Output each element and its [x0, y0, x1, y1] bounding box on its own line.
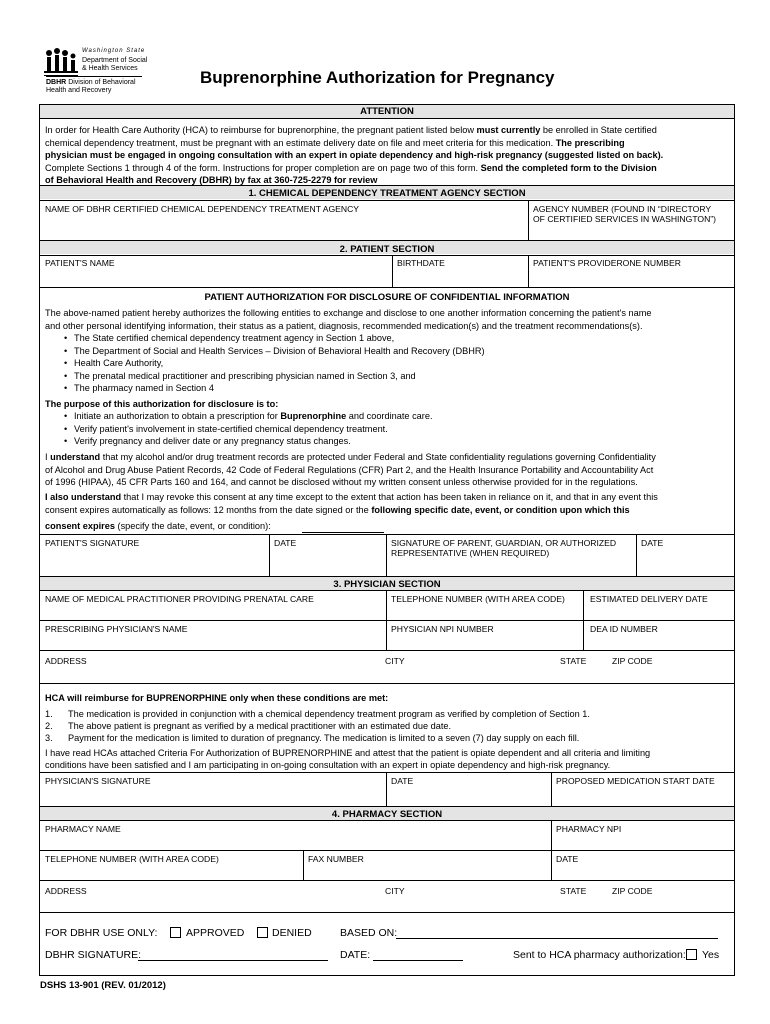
entity-item: • The pharmacy named in Section 4: [74, 382, 214, 395]
practitioner-label: NAME OF MEDICAL PRACTITIONER PROVIDING PRENATAL CARE: [45, 594, 314, 604]
purpose-item: • Verify patient's involvement in state-certified chemical dependency treatment.: [74, 423, 388, 436]
start-date-label: PROPOSED MEDICATION START DATE: [556, 776, 715, 786]
based-on-field[interactable]: [396, 926, 718, 939]
denied-label: DENIED: [272, 927, 312, 939]
pharmacy-telephone-field[interactable]: [40, 866, 303, 880]
pharmacy-date-label: DATE: [556, 854, 579, 864]
logo-div2: Health and Recovery: [46, 87, 112, 94]
agency-number-field[interactable]: [529, 224, 733, 240]
patient-date-field[interactable]: [270, 558, 386, 575]
agency-name-field[interactable]: [40, 224, 528, 240]
denied-checkbox[interactable]: [257, 927, 268, 938]
sent-to-hca-label: Sent to HCA pharmacy authorization:: [513, 949, 686, 961]
address-field[interactable]: [40, 668, 733, 682]
understand-paragraph: I understand that my alcohol and/or drug treatment records are protected under Federal and State confidentiality regulations governing Confidentiality of Alcohol and Drug Abuse Patient Records, 42 Code of Federal Regulations (CFR) Part 2, and the Health Insurance Portability and Accountability Act of 1996 (HIPAA), 45 CFR Parts 160 and 164, and cannot be disclosed without my written consent unless otherwise provided for in the regulations.: [45, 452, 656, 487]
entity-item: • The Department of Social and Health Services – Division of Behavioral Health and Recovery (DBHR): [74, 345, 485, 358]
delivery-date-label: ESTIMATED DELIVERY DATE: [590, 594, 708, 604]
attest-text-2: conditions have been satisfied and I am participating in on-going consultation with an expert in opiate dependency and high-risk pregnancy.: [45, 760, 611, 770]
guardian-signature-label-2: REPRESENTATIVE (WHEN REQUIRED): [391, 548, 550, 558]
purpose-heading: The purpose of this authorization for disclosure is to:: [45, 399, 279, 409]
dbhr-use-only-label: FOR DBHR USE ONLY:: [45, 927, 158, 939]
agency-number-label-2: OF CERTIFIED SERVICES IN WASHINGTON”): [533, 214, 717, 224]
page-title: Buprenorphine Authorization for Pregnancy: [200, 68, 555, 87]
pharmacy-city-label: CITY: [385, 886, 405, 896]
patient-signature-field[interactable]: [40, 558, 269, 575]
guardian-signature-field[interactable]: [387, 558, 636, 575]
prescriber-label: PRESCRIBING PHYSICIAN'S NAME: [45, 624, 188, 634]
city-label: CITY: [385, 656, 405, 666]
birthdate-label: BIRTHDATE: [397, 258, 445, 268]
sent-yes-label: Yes: [702, 949, 720, 961]
physician-date-label: DATE: [391, 776, 414, 786]
dea-label: DEA ID NUMBER: [590, 624, 658, 634]
condition-number: 3.: [45, 733, 53, 743]
section1-heading: 1. CHEMICAL DEPENDENCY TREATMENT AGENCY SECTION: [248, 188, 526, 199]
dbhr-signature-field[interactable]: [138, 948, 328, 961]
delivery-date-field[interactable]: [584, 606, 733, 620]
logo-state: Washington State: [82, 48, 146, 54]
pharmacy-name-label: PHARMACY NAME: [45, 824, 121, 834]
pharmacy-npi-label: PHARMACY NPI: [556, 824, 622, 834]
hca-conditions-heading: HCA will reimburse for BUPRENORPHINE only when these conditions are met:: [45, 693, 389, 703]
sent-yes-checkbox[interactable]: [686, 949, 697, 960]
pharmacy-zip-label: ZIP CODE: [612, 886, 653, 896]
zip-label: ZIP CODE: [612, 656, 653, 666]
section4-heading: 4. PHARMACY SECTION: [331, 809, 443, 820]
condition-number: 1.: [45, 709, 53, 719]
agency-number-label-1: AGENCY NUMBER (FOUND IN “DIRECTORY: [533, 204, 712, 214]
attest-text-1: I have read HCAs attached Criteria For Authorization of BUPRENORPHINE and attest that the patient is opiate dependent and all criteria and limiting: [45, 748, 651, 758]
attention-text: In order for Health Care Authority (HCA) to reimburse for buprenorphine, the pregnant patient listed below must currently be enrolled in State certified chemical dependency treatment, must be pregnant with an estimate delivery date on file and meet criteria for this medication. The prescribing physician must be engaged in ongoing consultation with an expert in opiate dependency and high-risk pregnancy (suggested listed on back). Complete Sections 1 through 4 of the form. Instructions for proper completion are on page two of this form. Send the completed form to the Division of Behavioral Health and Recovery (DBHR) by fax at 360-725-2279 for review: [45, 125, 664, 185]
dbhr-date-label: DATE:: [340, 949, 371, 961]
logo-div-abbr: DBHR: [46, 79, 67, 86]
pharmacy-state-label: STATE: [560, 886, 587, 896]
based-on-label: BASED ON:: [340, 927, 398, 939]
patient-signature-label: PATIENT'S SIGNATURE: [45, 538, 140, 548]
fax-field[interactable]: [304, 866, 551, 880]
authorization-heading: PATIENT AUTHORIZATION FOR DISCLOSURE OF CONFIDENTIAL INFORMATION: [204, 292, 570, 303]
condition-text: The medication is provided in conjunction with a chemical dependency treatment program as verified by completion of Section 1.: [68, 709, 590, 719]
entity-item: • Health Care Authority,: [74, 357, 163, 370]
dbhr-date-field[interactable]: [373, 948, 463, 961]
logo-dept1: Department of Social: [82, 57, 148, 64]
also-understand-paragraph: I also understand that I may revoke this consent at any time except to the extent that action has been taken in reliance on it, and that in any event this consent expires automatically as follows: 12 months from the date signed or the following specific date, event, or condition upon which this: [45, 492, 658, 515]
consent-expires-label: consent expires (specify the date, event, or condition):: [45, 521, 271, 531]
npi-field[interactable]: [387, 636, 583, 650]
authorization-intro-2: and other personal identifying information, their status as a patient, diagnosis, recommended medication(s) and the treatment recommendations(s).: [45, 321, 643, 331]
prescriber-field[interactable]: [40, 636, 386, 650]
pharmacy-address-label: ADDRESS: [45, 886, 87, 896]
practitioner-field[interactable]: [40, 606, 386, 620]
npi-label: PHYSICIAN NPI NUMBER: [391, 624, 494, 634]
providerone-field[interactable]: [529, 270, 733, 286]
telephone-label: TELEPHONE NUMBER (WITH AREA CODE): [391, 594, 565, 604]
pharmacy-date-field[interactable]: [552, 866, 733, 880]
guardian-date-field[interactable]: [637, 558, 733, 575]
purpose-item: • Verify pregnancy and deliver date or any pregnancy status changes.: [74, 435, 351, 448]
approved-label: APPROVED: [186, 927, 245, 939]
purpose-item: • Initiate an authorization to obtain a prescription for Buprenorphine and coordinate care.: [74, 410, 433, 423]
birthdate-field[interactable]: [393, 270, 528, 286]
providerone-label: PATIENT'S PROVIDERONE NUMBER: [533, 258, 681, 268]
patient-name-label: PATIENT'S NAME: [45, 258, 115, 268]
pharmacy-name-field[interactable]: [40, 836, 551, 850]
fax-label: FAX NUMBER: [308, 854, 364, 864]
condition-text: Payment for the medication is limited to duration of pregnancy. The medication is limited to a seven (7) day supply on each fill.: [68, 733, 580, 743]
approved-checkbox[interactable]: [170, 927, 181, 938]
physician-signature-label: PHYSICIAN'S SIGNATURE: [45, 776, 151, 786]
dbhr-signature-label: DBHR SIGNATURE:: [45, 949, 142, 961]
guardian-signature-label-1: SIGNATURE OF PARENT, GUARDIAN, OR AUTHORIZED: [391, 538, 617, 548]
pharmacy-telephone-label: TELEPHONE NUMBER (WITH AREA CODE): [45, 854, 219, 864]
entity-item: • The State certified chemical dependency treatment agency in Section 1 above,: [74, 332, 394, 345]
physician-date-field[interactable]: [387, 789, 551, 805]
logo-dept2: & Health Services: [82, 65, 138, 72]
address-label: ADDRESS: [45, 656, 87, 666]
dea-field[interactable]: [584, 636, 733, 650]
form-number: DSHS 13-901 (REV. 01/2012): [40, 980, 166, 991]
logo-div1: Division of Behavioral: [68, 79, 136, 86]
section2-heading: 2. PATIENT SECTION: [339, 244, 435, 255]
pharmacy-npi-field[interactable]: [552, 836, 733, 850]
date-label: DATE: [274, 538, 297, 548]
date-label: DATE: [641, 538, 664, 548]
state-label: STATE: [560, 656, 587, 666]
consent-expires-field[interactable]: [302, 520, 384, 533]
entity-item: • The prenatal medical practitioner and prescribing physician named in Section 3, and: [74, 370, 416, 383]
patient-name-field[interactable]: [40, 270, 392, 286]
logo: [42, 45, 162, 101]
agency-name-label: NAME OF DBHR CERTIFIED CHEMICAL DEPENDENCY TREATMENT AGENCY: [45, 204, 360, 214]
telephone-field[interactable]: [387, 606, 583, 620]
condition-number: 2.: [45, 721, 53, 731]
pharmacy-address-field[interactable]: [40, 897, 733, 911]
section3-heading: 3. PHYSICIAN SECTION: [333, 579, 441, 590]
attention-heading: ATTENTION: [360, 106, 414, 117]
condition-text: The above patient is pregnant as verified by a medical practitioner with an estimated due date.: [68, 721, 452, 731]
start-date-field[interactable]: [552, 789, 733, 805]
physician-signature-field[interactable]: [40, 789, 386, 805]
authorization-intro-1: The above-named patient hereby authorizes the following entities to exchange and disclose to one another information concerning the patient's name: [45, 308, 652, 318]
